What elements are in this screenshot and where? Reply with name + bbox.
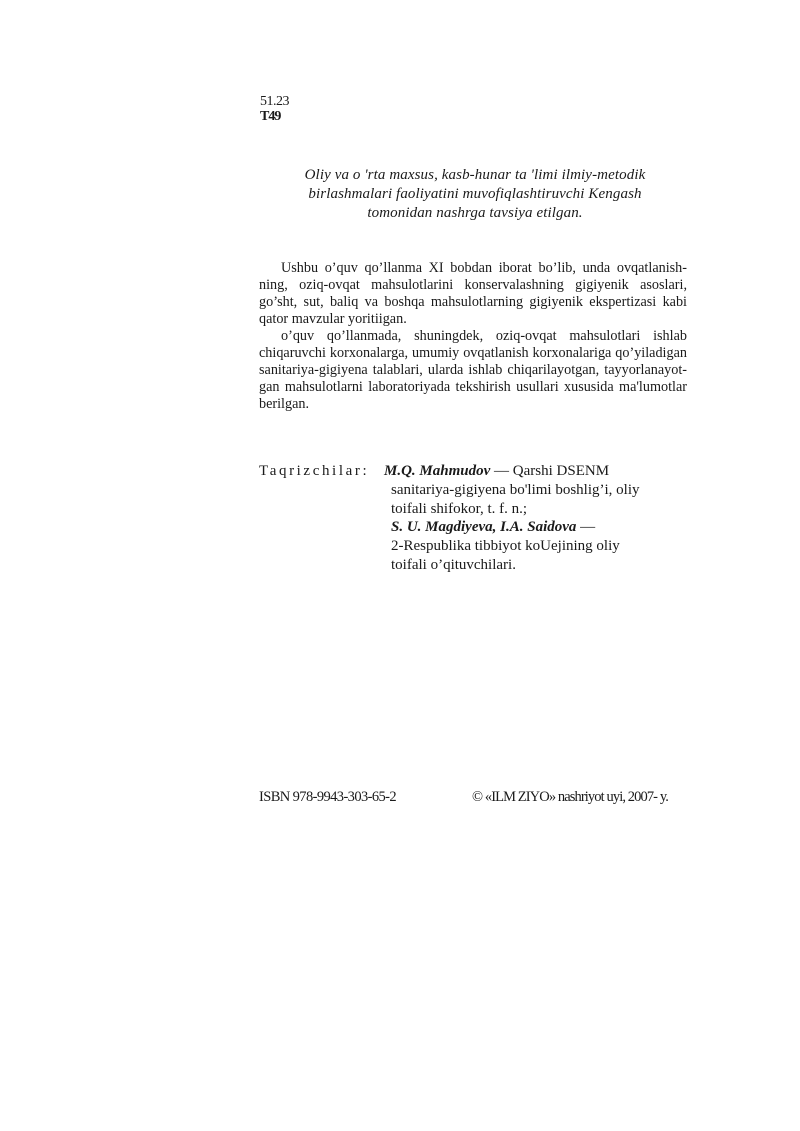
recommendation-line: tomonidan nashrga tavsiya etilgan. <box>367 205 583 221</box>
udc-classification <box>260 94 289 124</box>
author-mark: T49 <box>260 109 281 124</box>
reviewer-title: toifali shifokor, t. f. n.; <box>391 501 528 517</box>
udc-code: 51.23 <box>260 94 289 109</box>
recommendation-note <box>270 166 680 223</box>
reviewer-affiliation: 2-Respublika tibbiyot koUejining oliy <box>391 538 620 554</box>
reviewer-name: M.Q. Mahmudov <box>384 463 491 479</box>
abstract <box>259 260 687 413</box>
reviewer-title: toifali o’qituvchilari. <box>391 557 516 573</box>
copyright: © «ILM ZIYO» nashriyot uyi, 2007- y. <box>472 789 668 805</box>
reviewer-name: S. U. Magdiyeva, I.A. Saidova <box>391 519 577 535</box>
reviewer-position: sanitariya-gigiyena bo'limi boshlig’i, oliy <box>391 482 640 498</box>
reviewer-dash: — <box>494 463 510 479</box>
reviewer-entry <box>384 518 684 575</box>
isbn: ISBN 978-9943-303-65-2 <box>259 789 397 805</box>
reviewer-affiliation: Qarshi DSENM <box>512 463 610 479</box>
reviewer-dash: — <box>580 519 596 535</box>
reviewer-entry <box>384 462 684 519</box>
reviewers-label: Taqrizchilar: <box>259 463 370 479</box>
recommendation-line: Oliy va o 'rta maxsus, kasb-hunar ta 'limi ilmiy-metodik <box>304 167 646 183</box>
recommendation-line: birlashmalari faoliyatini muvofiqlashtiruvchi Kengash <box>308 186 642 202</box>
abstract-paragraph: Ushbu o’quv qo’llanma XI bobdan iborat bo’lib, unda ovqatlanish-ning, oziq-ovqat mahsulotlarini konservalashning gigiyenik asoslari, go’sht, sut, baliq va boshqa mahsulotlarning gigiyenik ekspertizasi kabi qator mavzular yoritiigan. <box>259 260 687 327</box>
abstract-paragraph: o’quv qo’llanmada, shuningdek, oziq-ovqat mahsulotlari ishlab chiqaruvchi korxonalarga, umumiy ovqatlanish korxonalariga qo’yiladigan sanitariya-gigiyena talablari, ularda ishlab chiqarilayotgan, tayyorlanayot-gan mahsulotlarni laboratoriyada tekshirish usullari xususida ma'lumotlar berilgan. <box>259 328 687 412</box>
